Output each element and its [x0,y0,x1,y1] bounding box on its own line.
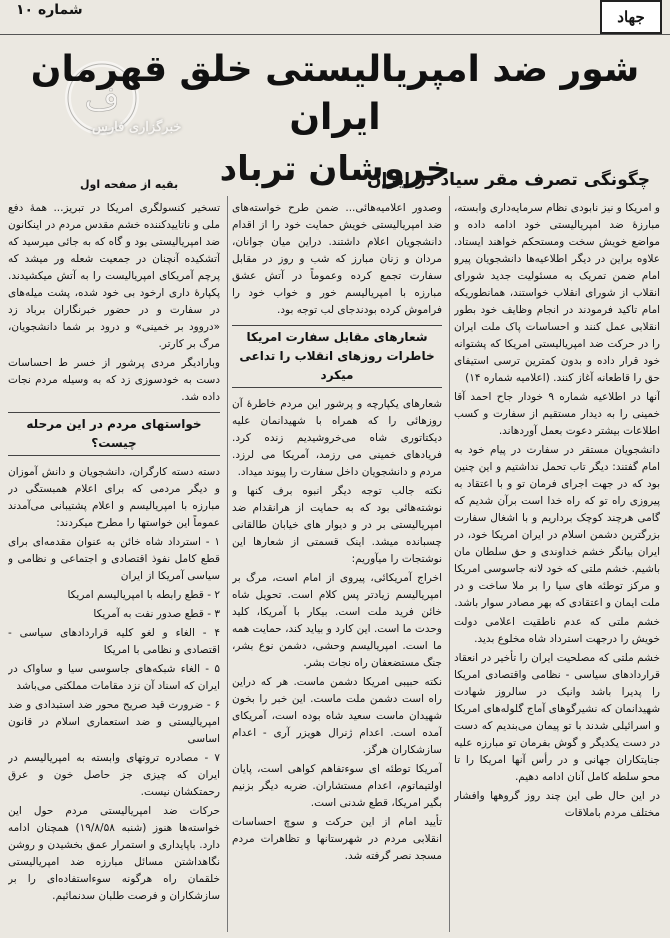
paragraph: نکته حبیبی امریکا دشمن ماست. هر که دراین راه است دشمن ملت ماست. این خبر را بخون شهیدان ماست سعید شاه بوده است، آمریکای آمده است. اعدام ژنرال هویزر آری - اعدام سازشکاران هرگز. [232,676,442,756]
column-middle [232,200,442,932]
headline-line-1: شور ضد امپریالیستی خلق قهرمان ایران [30,49,640,138]
list-item: ۲ - قطع رابطه با امپریالیسم امریکا [67,589,220,601]
paragraph: دسته دسته کارگران، دانشجویان و دانش آموزان و دیگر مردمی که برای اعلام همبستگی در مبارزه با امپریالیسم و اعلام پشتیبانی می‌آمدند عموماً این خواستها را مطرح میکردند: [8,466,220,529]
paragraph: دانشجویان مستقر در سفارت در پیام خود به امام گفتند: دیگر تاب تحمل نداشتیم و این چنین بود که در جهت اجرای فرمان تو و با اعتقاد به پیروزی راه تو که راه خدا است برآن شدیم که گامی هرچند کوچک برداریم و با اشغال سفارت بزرگترین دشمن اسلام در ایران امریکا خود، در ایران بیانگر خشم خداوندی و حق سلطان مان باشیم. خشم ملتی که خود لانه جاسوسی امریکا و مرکز توطئه های سیا را بر ملا ساخت و در ملت ایمان و اعتقادی که بهر مصادر سوار باشد. [454,444,660,609]
paragraph: وصدور اعلامیه‌هائی... ضمن طرح خواسته‌های ضد امپریالیستی خویش حمایت خود را از اقدام دانشجویان اعلام داشتند. دراین میان جوانان، مردان و زنان مبارز که شب و روز در مقابل سفارت تجمع کرده وعموماً در آتش عشق مبارزه با امپریالیسم خور و خواب خود را فراموش کرده بودندجای لب توجه بود. [232,202,442,316]
article-subhead: چگونگی تصرف مقر سیاد در ایران [366,170,650,190]
list-item: ۵ - الغاء شبکه‌های جاسوسی سیا و ساواک در ایران که اسناد آن نزد مقامات مملکتی می‌باشد [8,663,220,692]
watermark-letter: ف [84,79,120,119]
list-item: ۳ - قطع صدور نفت به آمریکا [93,608,220,620]
column-left [8,200,220,932]
continued-note: بقیه از صفحه اول [80,178,179,191]
paragraph: خشم ملتی که مصلحیت ایران را تأخیر در انعقاد قراردادهای سیاسی - نظامی واقتصادی امریکا را پدیرا باشد وانیک در سالروز شهادت شهیدانمان که نشیرگوهای آماج گلوله‌های امریکا و اسرائیلی شدند با تو پیمان می‌بندیم که دست در دست یکدیگر و گوش بفرمان تو مبارزه علیه جنایتکاران جهانی و در رأس آنها امریکا را تا محو سلطه کامل آنان ادامه دهیم. [454,652,660,783]
list-item: ۶ - ضرورت قید صریح محور ضد استبدادی و ضد امپریالیستی و ضد استعماری اسلام در قانون اساسی [8,699,220,745]
column-divider [227,196,228,932]
paragraph: تسخیر کنسولگری امریکا در تبریز... همهٔ دفع ملی و ناتاییدکننده خشم مقدس مردم در اینکانون ضد امپریالیستی بود و گاه که به جائی میرسید که آتشکیده آنچنان در جمعیت شعله ور میشد که پرچم آمریکای امپریالیست را به آتش میکشیدند. پکپارهٔ داری ارخود بی خود شده، پشت میله‌های در سفارت و در حضور خبرنگاران برباد زد «دروود بر خمینی» و درود بر شما دانشجویان، مرگ بر کارتر. [8,202,220,350]
paragraph: آنها در اطلاعیه شماره ۹ خودار جاح احمد آقا خمینی را به دیدار مستقیم از سفارت و کسب اطلاعات بیشتر دعوت بعمل آوردهاند. [454,391,660,437]
column-divider [449,196,450,932]
list-item: ۷ - مصادره تروتهای وابسته به امپریالیسم در ایران که چیزی جز حاصل خون و عرق رحمتکشان نیست. [8,752,220,798]
column-right [454,200,660,932]
paragraph: نکته جالب توجه دیگر انبوه برف کنها و نوشته‌هائی بود که به حمایت از هرانقدام ضد امپریالیستی بر در و دیوار های خیابان طالقانی چسبانده میشد. اینک قسمتی از شعارها این نوشتجات را میآوریم: [232,485,442,565]
paragraph: در این حال طی این چند روز گروهها وافشار مختلف مردم باملاقات [454,790,660,819]
headline-line-2: خروشان ترباد [219,149,451,189]
paragraph: و امریکا و نیز نابودی نظام سرمایه‌داری وابسته، مبارزهٔ ضد امپریالیستی خود ادامه داده و مواضع خویش سخت ومستحکم خواهند ایستاد. علاوه براین در دیگر اطلاعیه‌ها دانشجویان پیرو امام ضمن تمریک به مسئولیت جدید شورای انقلاب از شورای انقلاب خواستند، همانطوریکه امام تاکید فرمودند در انجام وظایف خود بطور انقلابی عمل کنند و احساسات پاک ملت ایران را در حرکت ضد امپریالیستی امریکا که پشتوانه خود قرار داده و بدون کمترین ترسی استیفای حق را قاطعانه آغاز کنند. (اعلامیه شماره ۱۴) [454,202,660,384]
paragraph: حرکات ضد امپریالیستی مردم حول این خواسته‌ها هنوز (شنبه ۱۹/۸/۵۸) همچنان ادامه دارد. باپایداری و استمرار عمق بخشیدن و روشن نگاهداشتن مسائل مبارزه ضد امپریالیستی خلقمان راه هرگونه سوءاستفاده‌ای را بر سازشکاران و فرصت طلبان سدنمائیم. [8,805,220,902]
paragraph: اخراج آمریکائی، پیروی از امام است، مرگ بر امپریالیسم زیادتر پس کلام است. تحویل شاه خائن فرید ملت است. بیکار با آمریکا، کلید وحدت ما است. این کارد و بیاید کند، حمایت همه ما است. امپریالیسم وحشی، دشمن نوع بشر، جنگ مستضعفان راه نجات بشر. [232,572,442,669]
paragraph: آمریکا توطئه ای سوءتفاهم کواهی است، پایان اولتیماتوم، اعدام مستشاران. ضربه دیگر بزنیم بگیر امریکا، قطع شدنی است. [232,763,442,809]
list-item: ۴ - الغاء و لغو کلیه قراردادهای سیاسی - اقتصادی و نظامی با امریکا [8,627,220,656]
paragraph: خشم ملتی که عدم ناطقیت اعلامی دولت خویش را درجهت استرداد شاه مخلوع بدید. [454,616,660,645]
issue-number: شماره ۱۰ [16,2,83,18]
masthead [0,0,670,35]
paragraph: وبارادیگر مردی پرشور از خسر ط احساسات دست به خودسوزی زد که به وسیله مردم نجات داده شد. [8,357,220,403]
watermark-text: خبرگزاری فارس [92,120,182,135]
column-subhead: شعارهای مقابل سفارت امریکا خاطرات روزهای انقلاب را تداعی میکرد [232,325,442,388]
paragraph: تأیید امام از این حرکت و سوچ احساسات انقلابی مردم در شهرستانها و تظاهرات مردم مسجد نصر گرفته شد. [232,816,442,862]
list-item: ۱ - استرداد شاه خائن به عنوان مقدمه‌ای برای قطع کامل نفوذ اقتصادی و اجتماعی و نظامی و سیاسی آمریکا از ایران [8,536,220,582]
paragraph: شعارهای یکپارچه و پرشور این مردم خاطرهٔ آن روزهائی را که همراه با شهیدانمان علیه دیکتاتوری شاه می‌خروشیدیم زنده کرد. فریادهای خمینی می رزمد، آمریکا می لرزد. مردم و دانشجویان داخل سفارت را پیوند میداد. [232,398,442,478]
column-subhead: خواستهای مردم در این مرحله چیست؟ [8,412,220,456]
newspaper-logo: جهاد [600,0,662,34]
